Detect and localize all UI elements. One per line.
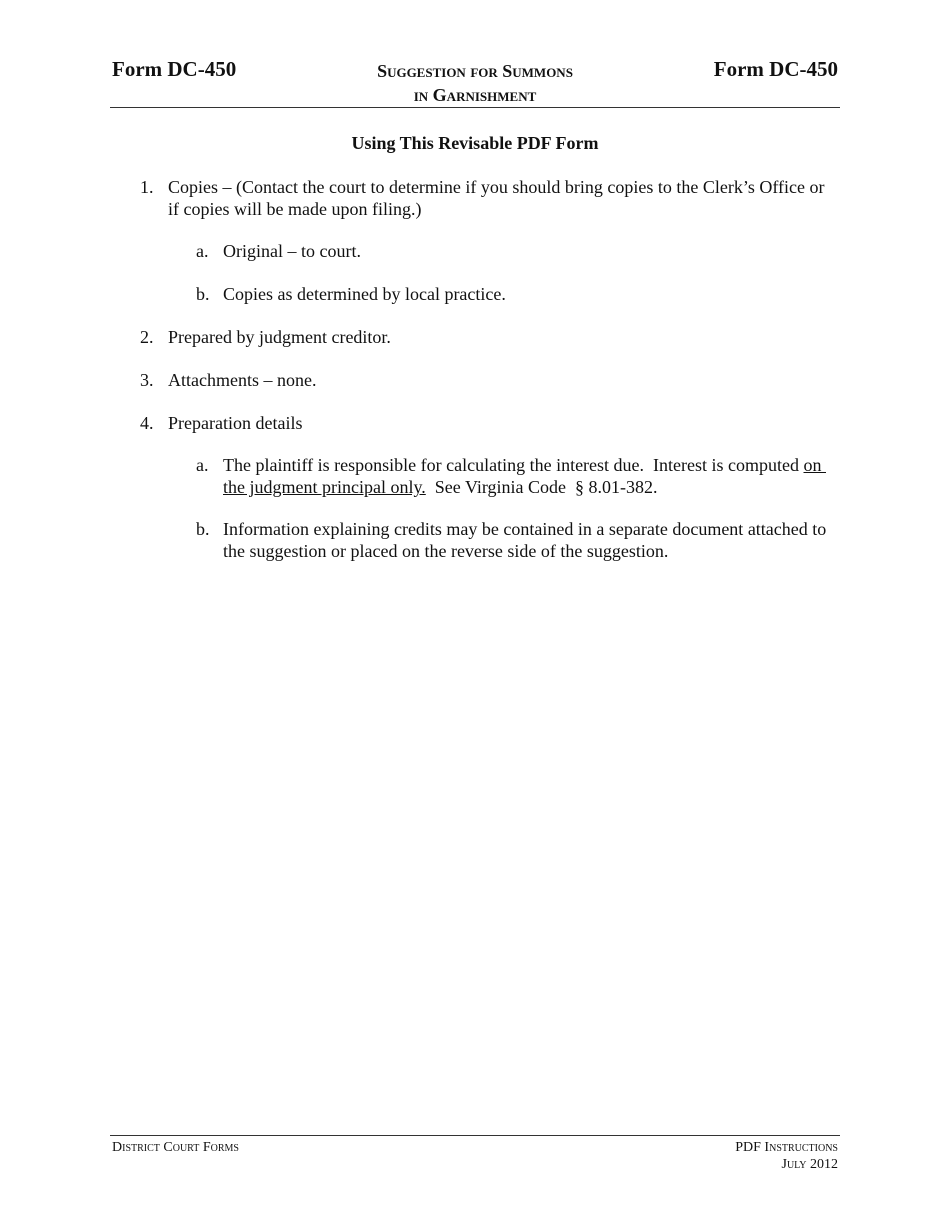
form-number-right: Form DC-450 (713, 57, 838, 81)
underlined-text: on the judgment principal only. (223, 455, 826, 497)
section-heading: Using This Revisable PDF Form (351, 133, 599, 153)
page-title (300, 59, 650, 107)
item-number: 4. (140, 413, 154, 433)
footer-right (735, 1139, 838, 1173)
header-divider (110, 107, 840, 108)
text-part: The plaintiff is responsible for calculating the interest due. Interest is computed (223, 455, 804, 475)
item-letter: a. (196, 455, 209, 475)
text-part: See Virginia Code § 8.01-382. (425, 477, 658, 497)
footer-divider (110, 1135, 840, 1136)
form-number-left: Form DC-450 (112, 57, 237, 81)
item-text: Prepared by judgment creditor. (168, 327, 391, 347)
title-line-1: Suggestion for Summons (377, 61, 573, 81)
footer-right-line-1: PDF Instructions (735, 1140, 838, 1155)
item-text: Preparation details (168, 413, 303, 433)
item-text: Copies as determined by local practice. (223, 284, 506, 304)
footer-left: District Court Forms (112, 1140, 239, 1155)
title-line-2: in Garnishment (413, 85, 537, 105)
item-text: Information explaining credits may be contained in a separate document attached to the suggestion or placed on the reverse side of the suggestion. (223, 519, 827, 561)
item-letter: a. (196, 241, 209, 261)
item-letter: b. (196, 519, 210, 539)
item-number: 3. (140, 370, 154, 390)
footer-right-line-2: July 2012 (781, 1157, 838, 1172)
item-text: Attachments – none. (168, 370, 317, 390)
item-text: Original – to court. (223, 241, 361, 261)
item-letter: b. (196, 284, 210, 304)
item-number: 1. (140, 177, 154, 197)
item-number: 2. (140, 327, 154, 347)
item-text (223, 454, 833, 498)
item-text: Copies – (Contact the court to determine if you should bring copies to the Clerk’s Office or if copies will be made upon filing.) (168, 177, 825, 219)
